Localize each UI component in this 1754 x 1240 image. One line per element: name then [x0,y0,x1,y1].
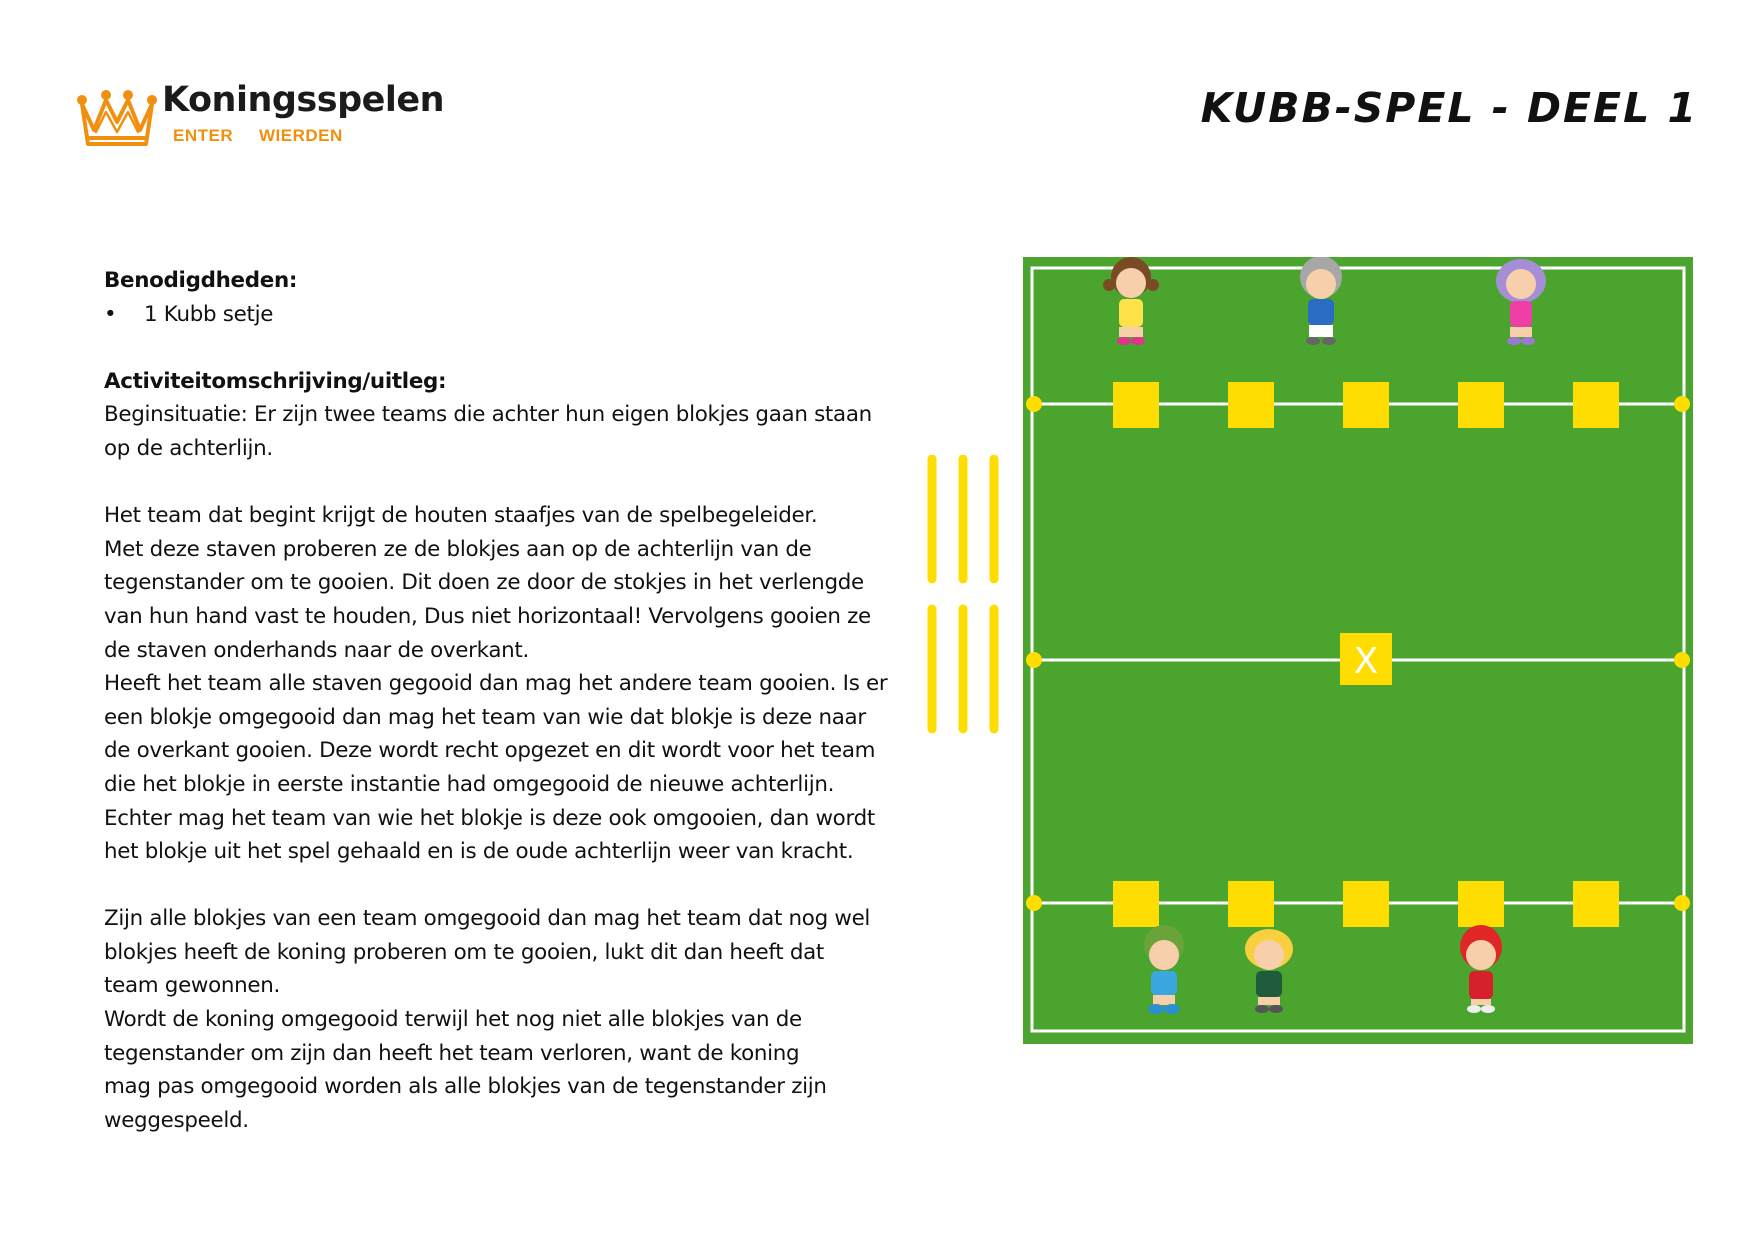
kubb-block [1573,881,1619,927]
activity-line: Met deze staven proberen ze de blokjes aan op de achterlijn van de [104,536,812,562]
activity-line: mag pas omgegooid worden als alle blokjes van de tegenstander zijn [104,1074,827,1100]
activity-line: die het blokje in eerste instantie had omgegooid de nieuwe achterlijn. [104,771,835,797]
activity-line: Zijn alle blokjes van een team omgegooid dan mag het team dat nog wel [104,906,871,932]
activity-line: weggespeeld. [104,1107,249,1133]
instructions-text [104,264,894,1137]
king-label: X [1353,641,1379,682]
kubb-block [1573,382,1619,428]
activity-line: de overkant gooien. Deze wordt recht opgezet en dit wordt voor het team [104,738,876,764]
materials-heading: Benodigdheden: [104,268,298,293]
kubb-block [1458,382,1504,428]
kubb-block [1343,881,1389,927]
kubb-block [1113,382,1159,428]
activity-line: blokjes heeft de koning proberen om te gooien, lukt dit dan heeft dat [104,939,825,965]
materials-item-text: 1 Kubb setje [144,301,274,327]
page-title: KUBB-SPEL - DEEL 1 [1200,84,1698,132]
kubb-block [1343,382,1389,428]
activity-line: Wordt de koning omgegooid terwijl het nog niet alle blokjes van de [104,1007,802,1033]
throwing-sticks [924,455,1002,735]
activity-line: het blokje uit het spel gehaald en is de oude achterlijn weer van kracht. [104,839,854,865]
spacer [104,869,894,903]
activity-line: van hun hand vast te houden, Dus niet horizontaal! Vervolgens gooien ze [104,603,871,629]
crown-icon [76,82,158,150]
kubb-block [1458,881,1504,927]
activity-line: tegenstander om te gooien. Dit doen ze door de stokjes in het verlengde [104,570,864,596]
spacer [104,331,894,365]
marker-dot [1674,396,1690,412]
marker-dot [1674,895,1690,911]
marker-dot [1026,652,1042,668]
activity-line: Heeft het team alle staven gegooid dan mag het andere team gooien. Is er [104,671,888,697]
activity-line: Beginsituatie: Er zijn twee teams die achter hun eigen blokjes gaan staan [104,402,872,428]
marker-dot [1026,396,1042,412]
activity-line: op de achterlijn. [104,435,273,461]
spacer [104,466,894,500]
logo-sub-wierden: WIERDEN [259,126,343,145]
kubb-block [1228,881,1274,927]
kubb-block [1113,881,1159,927]
activity-heading: Activiteitomschrijving/uitleg: [104,368,447,394]
kubb-field-diagram [1023,257,1693,1044]
koningsspelen-logo [76,80,445,152]
marker-dot [1674,652,1690,668]
materials-item [104,298,894,332]
activity-line: Het team dat begint krijgt de houten staafjes van de spelbegeleider. [104,503,818,529]
bullet-marker: • [104,301,117,327]
activity-line: Echter mag het team van wie het blokje is deze ook omgooien, dan wordt [104,805,875,831]
activity-line: de staven onderhands naar de overkant. [104,637,529,663]
logo-sub-enter: ENTER [173,126,234,145]
logo-brand-text: Koningsspelen [162,80,445,120]
activity-line: team gewonnen. [104,973,281,999]
marker-dot [1026,895,1042,911]
kubb-block [1228,382,1274,428]
activity-line: een blokje omgegooid dan mag het team van wie dat blokje is deze naar [104,704,866,730]
activity-line: tegenstander om zijn dan heeft het team verloren, want de koning [104,1040,800,1066]
